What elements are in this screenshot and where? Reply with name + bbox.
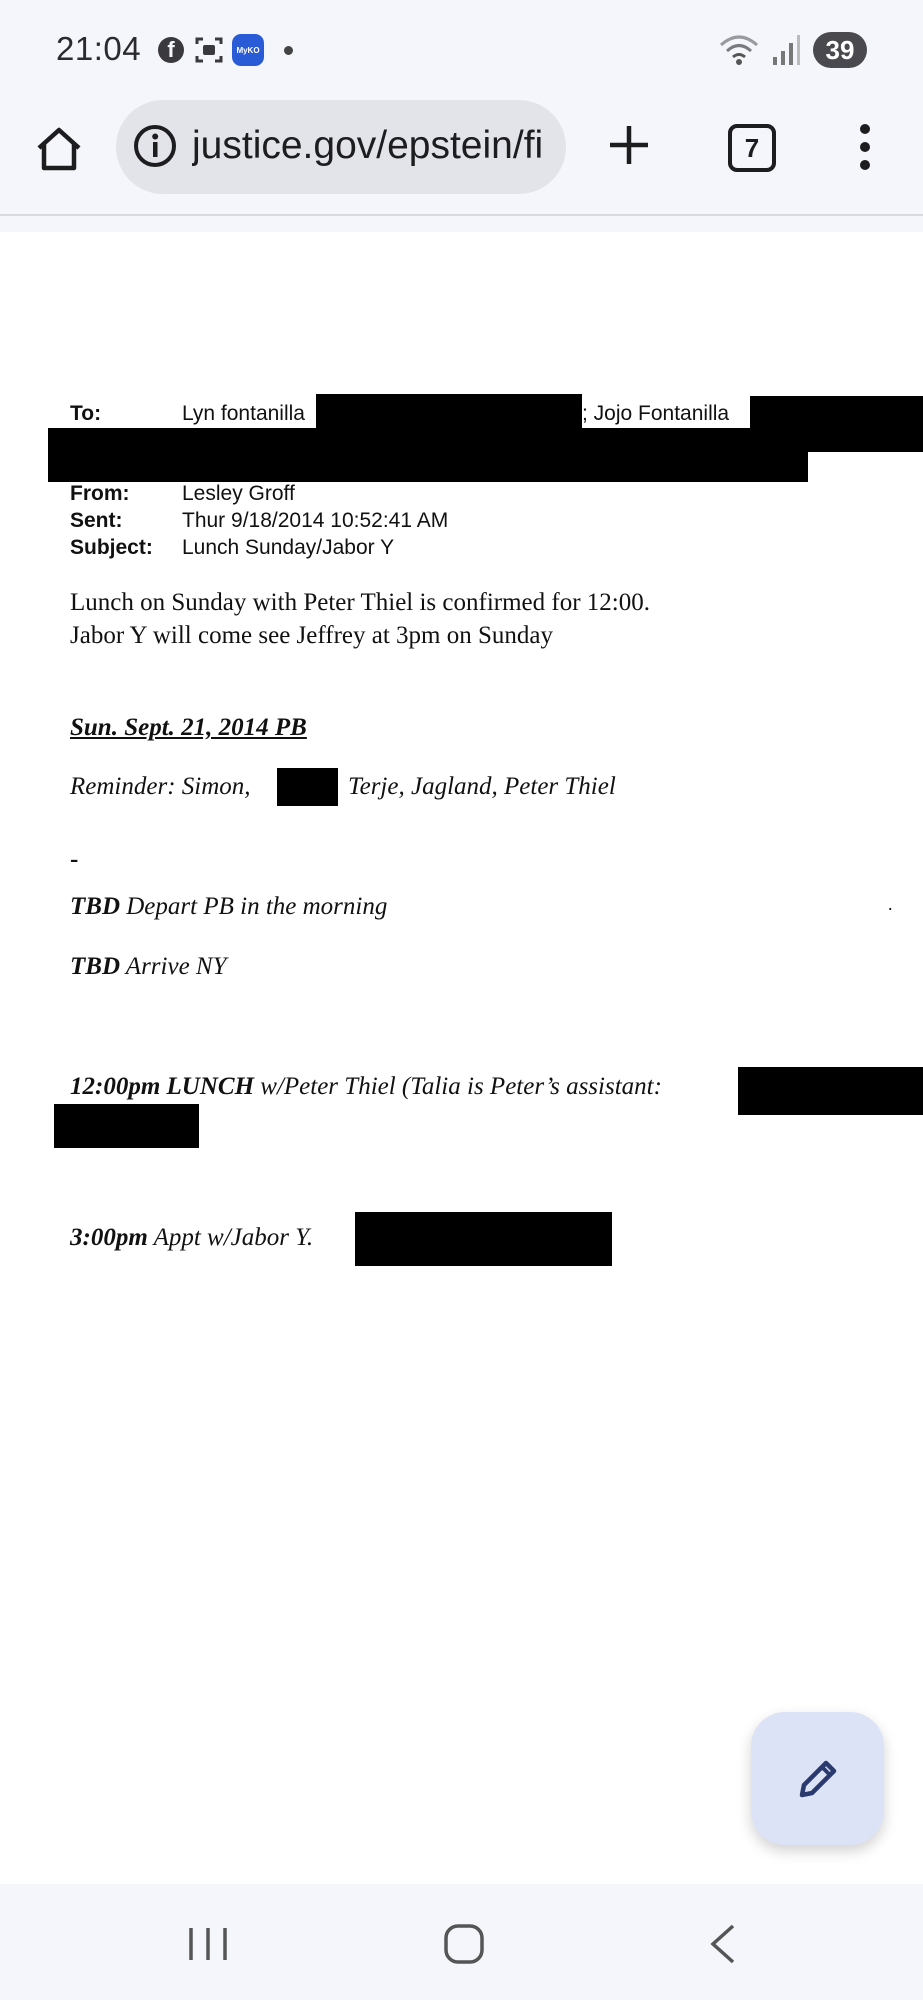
site-info-icon[interactable] <box>132 123 178 169</box>
schedule-item-arrive <box>70 953 227 981</box>
signal-icon <box>771 33 801 67</box>
email-body-line: Jabor Y will come see Jeffrey at 3pm on Sunday <box>70 622 553 649</box>
to-label: To: <box>70 402 102 425</box>
schedule-text: Depart PB in the morning <box>120 893 388 920</box>
home-icon[interactable] <box>34 124 84 174</box>
notification-icons <box>156 34 293 66</box>
toolbar-divider <box>0 214 923 216</box>
system-status-icons <box>719 32 867 68</box>
redaction-box <box>277 768 338 806</box>
address-bar[interactable] <box>116 100 566 194</box>
schedule-item-lunch <box>70 1073 662 1101</box>
from-label: From: <box>70 482 130 505</box>
myko-label: MyKO <box>236 45 260 55</box>
more-notifications-dot <box>284 46 293 55</box>
schedule-item-depart <box>70 893 387 921</box>
wifi-icon <box>719 33 759 67</box>
subject-label: Subject: <box>70 536 153 559</box>
schedule-time: TBD <box>70 953 120 980</box>
new-tab-plus-icon[interactable] <box>604 120 654 170</box>
redaction-box <box>355 1212 612 1266</box>
stray-mark: . <box>888 894 893 914</box>
schedule-text: w/Peter Thiel (Talia is Peter’s assistant: <box>254 1073 662 1100</box>
status-time: 21:04 <box>56 30 142 67</box>
subject-value: Lunch Sunday/Jabor Y <box>182 536 395 559</box>
sent-value: Thur 9/18/2014 10:52:41 AM <box>182 509 449 532</box>
url-text[interactable]: justice.gov/epstein/fi <box>192 124 544 167</box>
pencil-icon <box>792 1753 844 1805</box>
to-value-1: Lyn fontanilla <box>182 402 305 425</box>
schedule-text: Appt w/Jabor Y. <box>147 1224 314 1251</box>
schedule-time: 3:00pm <box>70 1224 148 1251</box>
reminder-suffix: Terje, Jagland, Peter Thiel <box>348 773 616 800</box>
redaction-box <box>48 428 808 482</box>
facebook-icon: f <box>156 35 186 65</box>
screenshot-icon <box>194 35 224 65</box>
sent-label: Sent: <box>70 509 123 532</box>
schedule-time: 12:00pm LUNCH <box>70 1073 255 1100</box>
back-icon[interactable] <box>699 1922 749 1966</box>
dash-mark: - <box>70 846 79 873</box>
status-bar <box>0 0 923 100</box>
from-value: Lesley Groff <box>182 482 295 505</box>
schedule-time: TBD <box>70 893 120 920</box>
pdf-document-page[interactable] <box>0 232 923 1884</box>
edit-fab-button[interactable] <box>751 1712 884 1845</box>
tab-switcher-button[interactable]: 7 <box>728 124 776 172</box>
browser-toolbar <box>0 100 923 212</box>
reminder-prefix: Reminder: Simon, <box>70 773 251 800</box>
email-body-line: Lunch on Sunday with Peter Thiel is confirmed for 12:00. <box>70 589 650 616</box>
battery-indicator: 39 <box>813 32 867 68</box>
schedule-date-heading: Sun. Sept. 21, 2014 PB <box>70 714 307 741</box>
system-navigation-bar <box>0 1884 923 2000</box>
redaction-box <box>738 1067 923 1115</box>
redaction-box <box>54 1104 199 1148</box>
to-value-2: ; Jojo Fontanilla <box>582 402 730 425</box>
schedule-item-appt <box>70 1224 313 1252</box>
home-button-icon[interactable] <box>439 1922 489 1966</box>
schedule-text: Arrive NY <box>120 953 227 980</box>
myko-app-icon <box>232 34 264 66</box>
recent-apps-icon[interactable] <box>183 1922 233 1966</box>
more-options-icon[interactable] <box>858 122 872 172</box>
redaction-box <box>316 394 582 430</box>
